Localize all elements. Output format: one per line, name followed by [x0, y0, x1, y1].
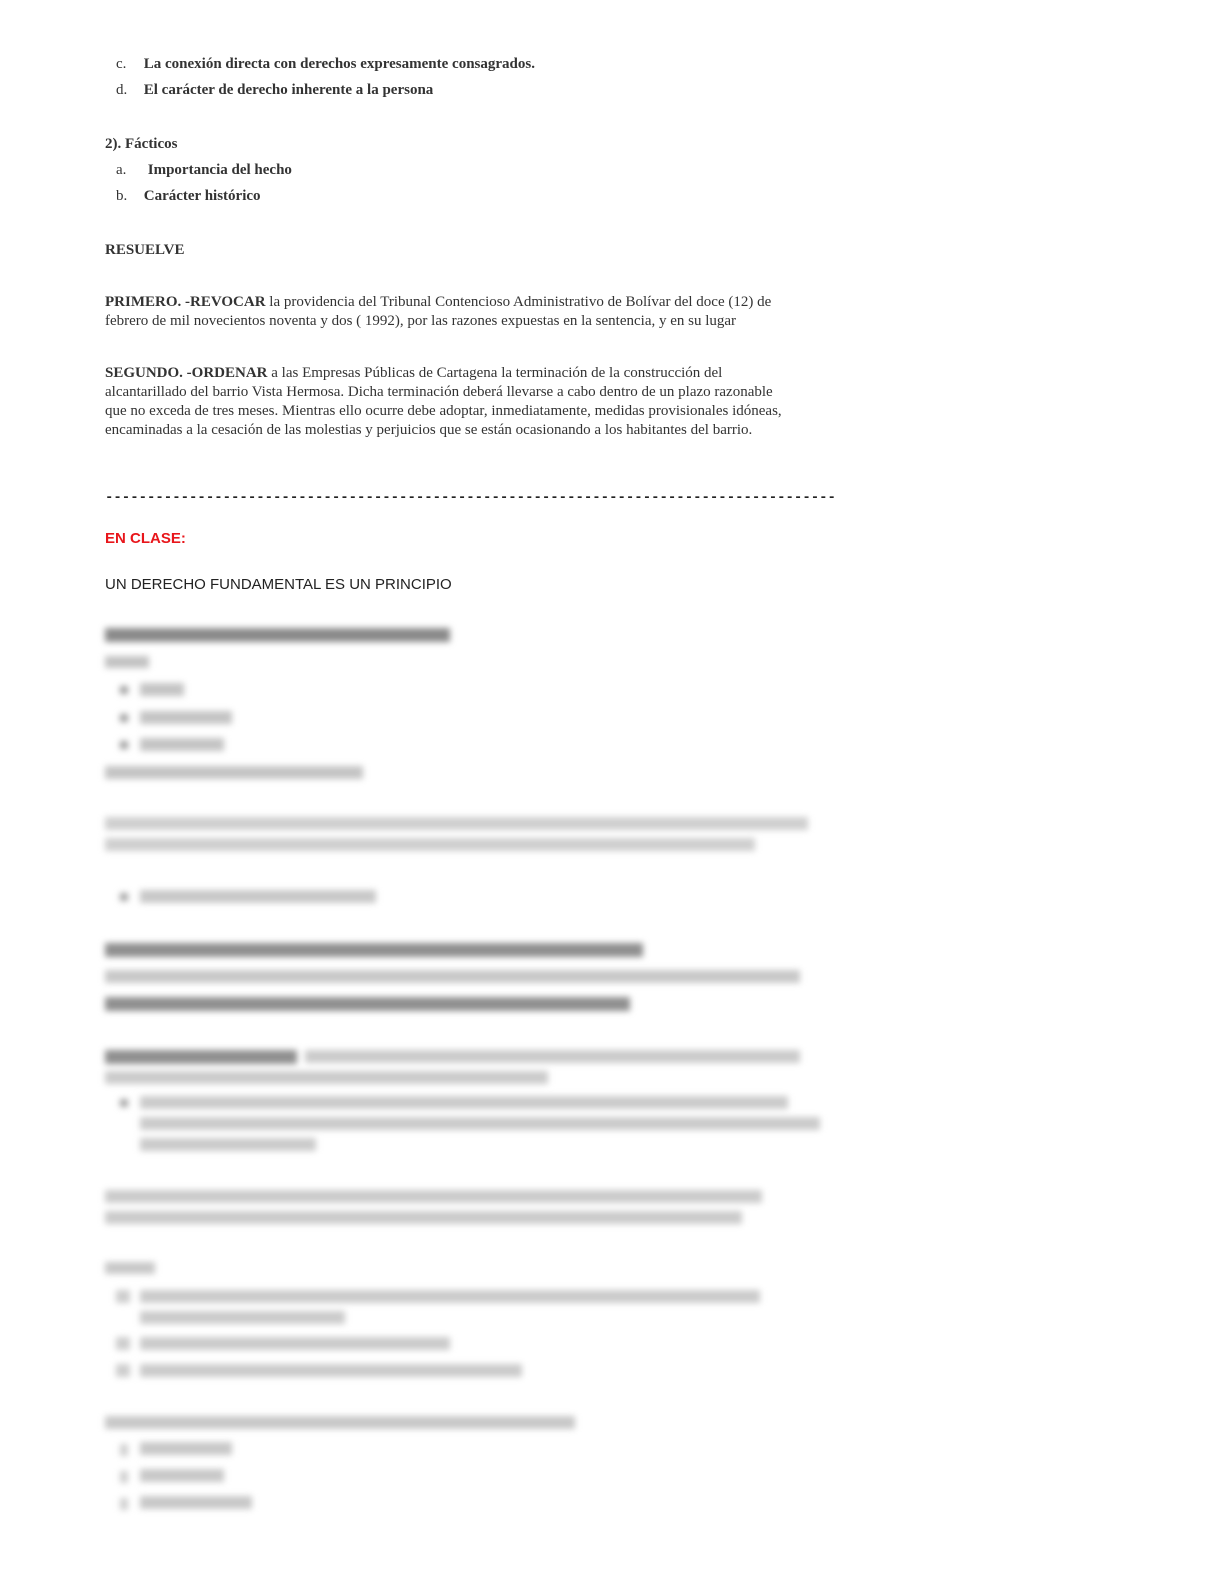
segundo-line-3: que no exceda de tres meses. Mientras ello ocurre debe adoptar, inmediatamente, medidas provisionales idóneas, — [105, 403, 782, 419]
bullet-icon — [120, 714, 128, 722]
list-marker: c. — [116, 56, 127, 72]
dashed-divider: --------------------------------------------------------------------------------------- — [105, 490, 836, 506]
bullet-icon — [120, 741, 128, 749]
primero-lead: PRIMERO. -REVOCAR — [105, 294, 266, 310]
list-item-text: Importancia del hecho — [147, 162, 292, 178]
list-item-text: La conexión directa con derechos expresamente consagrados. — [143, 56, 535, 72]
segundo-line-2: alcantarillado del barrio Vista Hermosa. Dicha terminación deberá llevarse a cabo dentro de un plazo razonable — [105, 384, 773, 400]
list-item-text: El carácter de derecho inherente a la persona — [143, 82, 434, 98]
principio-line: UN DERECHO FUNDAMENTAL ES UN PRINCIPIO — [105, 576, 452, 593]
list-item-text: Carácter histórico — [143, 188, 261, 204]
segundo-line-4: encaminadas a la cesación de las molestias y perjuicios que se están ocasionando a los habitantes del barrio. — [105, 422, 753, 438]
bullet-icon — [120, 1099, 128, 1107]
list-marker: a. — [116, 162, 127, 178]
segundo-line-1: a las Empresas Públicas de Cartagena la terminación de la construcción del — [267, 365, 723, 381]
primero-line-2: febrero de mil novecientos noventa y dos ( 1992), por las razones expuestas en la sentencia, y en su lugar — [105, 313, 737, 329]
en-clase-heading: EN CLASE: — [105, 530, 186, 547]
bullet-icon — [120, 893, 128, 901]
facticos-heading: 2). Fácticos — [105, 136, 178, 152]
resuelve-heading: RESUELVE — [105, 242, 185, 258]
list-marker: b. — [116, 188, 128, 204]
list-marker: d. — [116, 82, 128, 98]
bullet-icon — [120, 686, 128, 694]
segundo-lead: SEGUNDO. -ORDENAR — [105, 365, 268, 381]
primero-line-1: la providencia del Tribunal Contencioso Administrativo de Bolívar del doce (12) de — [265, 294, 772, 310]
